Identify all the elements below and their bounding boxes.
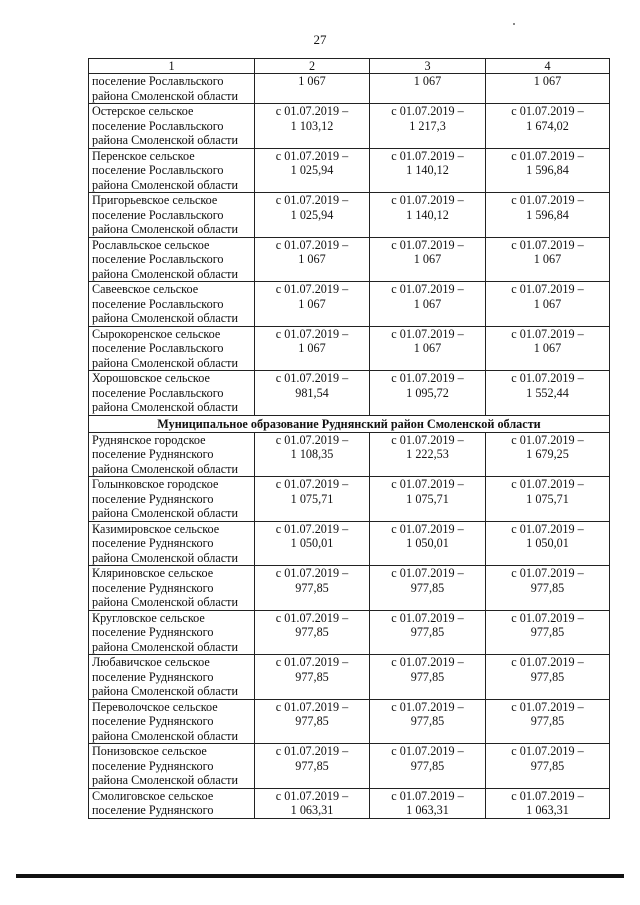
rate-cell-2: [255, 699, 370, 744]
cell-line: поселение Рославльского: [92, 252, 224, 266]
cell-line: Смолиговское сельское: [92, 788, 214, 803]
cell-line: 1 075,71: [290, 491, 334, 506]
cell-line: района Смоленской области: [92, 88, 238, 103]
cell-line: с 01.07.2019 –: [275, 477, 349, 491]
cell-line: 977,85: [295, 625, 329, 639]
cell-line: 977,85: [530, 625, 565, 639]
cell-line: 1 067: [413, 252, 442, 266]
rate-cell-2: [255, 477, 370, 522]
cell-line: района Смоленской области: [92, 461, 238, 476]
rate-cell-2: [255, 148, 370, 193]
cell-line: 1 075,71: [406, 491, 449, 506]
cell-line: с 01.07.2019 –: [511, 237, 584, 252]
cell-line: с 01.07.2019 –: [391, 326, 464, 341]
cell-line: 977,85: [295, 669, 329, 684]
cell-line: 1 067: [298, 74, 326, 88]
table-header: [89, 59, 610, 74]
cell-line: с 01.07.2019 –: [391, 610, 464, 625]
cell-line: 1 063,31: [290, 803, 334, 817]
settlement-name-cell: [89, 326, 255, 371]
cell-line: 1 095,72: [406, 385, 449, 400]
cell-line: 1 067: [413, 296, 442, 311]
rate-cell-3: [370, 371, 486, 416]
cell-line: поселение Руднянского: [92, 714, 214, 728]
rate-cell-4: [486, 521, 610, 566]
cell-line: с 01.07.2019 –: [511, 699, 584, 714]
settlement-name-cell: [89, 193, 255, 238]
cell-line: Пригорьевское сельское: [92, 193, 218, 207]
cell-line: поселение Рославльского: [92, 207, 224, 222]
rate-cell-2: [255, 432, 370, 477]
cell-line: с 01.07.2019 –: [511, 521, 584, 536]
scan-speck: [513, 23, 515, 25]
cell-line: Рославльское сельское: [92, 237, 210, 252]
cell-line: 1 552,44: [526, 385, 569, 400]
cell-line: поселение Руднянского: [92, 580, 214, 595]
column-header-4: 4: [486, 59, 610, 74]
cell-line: района Смоленской области: [92, 773, 238, 787]
cell-line: с 01.07.2019 –: [511, 477, 584, 491]
cell-line: района Смоленской области: [92, 400, 238, 414]
cell-line: с 01.07.2019 –: [275, 104, 349, 118]
rate-cell-4: [486, 432, 610, 477]
cell-line: с 01.07.2019 –: [511, 326, 584, 341]
table-row: [89, 610, 610, 655]
cell-line: Хорошовское сельское: [92, 371, 210, 385]
settlement-name-cell: [89, 610, 255, 655]
cell-line: 1 050,01: [290, 536, 334, 550]
cell-line: с 01.07.2019 –: [391, 432, 464, 447]
settlement-name-cell: [89, 371, 255, 416]
rate-cell-2: [255, 788, 370, 818]
cell-line: района Смоленской области: [92, 266, 238, 281]
cell-line: 1 067: [298, 252, 326, 266]
cell-line: района Смоленской области: [92, 728, 238, 743]
section-row: [89, 415, 610, 432]
cell-line: района Смоленской области: [92, 222, 238, 236]
cell-line: с 01.07.2019 –: [391, 371, 464, 385]
cell-line: 977,85: [530, 714, 565, 728]
cell-line: 977,85: [295, 580, 329, 595]
column-header-1: 1: [89, 59, 255, 74]
cell-line: 1 674,02: [526, 118, 569, 133]
rate-cell-3: [370, 521, 486, 566]
rate-cell-4: [486, 237, 610, 282]
tariff-table: [88, 58, 610, 819]
rate-cell-3: [370, 104, 486, 149]
rate-cell-3: [370, 655, 486, 700]
cell-line: поселение Рославльского: [92, 74, 224, 88]
cell-line: района Смоленской области: [92, 684, 238, 698]
table-row: [89, 566, 610, 611]
cell-line: 977,85: [530, 758, 565, 773]
cell-line: Сырокоренское сельское: [92, 326, 221, 341]
cell-line: 1 025,94: [290, 207, 334, 222]
rate-cell-2: [255, 237, 370, 282]
rate-cell-4: [486, 699, 610, 744]
rate-cell-2: [255, 326, 370, 371]
rate-cell-3: [370, 699, 486, 744]
cell-line: района Смоленской области: [92, 311, 238, 325]
table-row: [89, 148, 610, 193]
cell-line: 1 596,84: [526, 207, 569, 222]
settlement-name-cell: [89, 237, 255, 282]
rate-cell-3: [370, 237, 486, 282]
cell-line: с 01.07.2019 –: [511, 655, 584, 669]
cell-line: 1 067: [533, 296, 562, 311]
cell-line: с 01.07.2019 –: [275, 148, 349, 163]
table-row: [89, 104, 610, 149]
cell-line: Любавичское сельское: [92, 655, 210, 669]
table-row: [89, 477, 610, 522]
rate-cell-3: [370, 148, 486, 193]
rate-cell-3: [370, 282, 486, 327]
rate-cell-3: [370, 74, 486, 104]
cell-line: района Смоленской области: [92, 595, 238, 609]
settlement-name-cell: [89, 655, 255, 700]
cell-line: района Смоленской области: [92, 506, 238, 520]
cell-line: с 01.07.2019 –: [391, 282, 464, 296]
cell-line: поселение Руднянского: [92, 536, 214, 550]
cell-line: района Смоленской области: [92, 550, 238, 565]
cell-line: 1 217,3: [409, 118, 446, 133]
cell-line: с 01.07.2019 –: [391, 655, 464, 669]
cell-line: района Смоленской области: [92, 355, 238, 370]
header-row: [89, 59, 610, 74]
cell-line: с 01.07.2019 –: [275, 699, 349, 714]
cell-line: 1 108,35: [290, 447, 334, 461]
cell-line: поселение Рославльского: [92, 341, 224, 355]
table-body: [89, 74, 610, 819]
cell-line: 981,54: [295, 385, 329, 400]
table-row: [89, 193, 610, 238]
table-row: [89, 326, 610, 371]
cell-line: 1 063,31: [406, 803, 449, 817]
rate-cell-4: [486, 193, 610, 238]
cell-line: 1 140,12: [406, 163, 449, 177]
cell-line: с 01.07.2019 –: [275, 371, 349, 385]
cell-line: 1 063,31: [526, 803, 569, 817]
cell-line: 977,85: [410, 580, 445, 595]
cell-line: Руднянское городское: [92, 432, 206, 447]
cell-line: Кругловское сельское: [92, 610, 205, 625]
cell-line: 977,85: [410, 669, 445, 684]
rate-cell-4: [486, 610, 610, 655]
column-header-2: 2: [255, 59, 370, 74]
table-row: [89, 655, 610, 700]
cell-line: с 01.07.2019 –: [511, 104, 584, 118]
table-row: [89, 744, 610, 789]
table-row: [89, 74, 610, 104]
settlement-name-cell: [89, 788, 255, 818]
rate-cell-4: [486, 788, 610, 818]
column-header-3: 3: [370, 59, 486, 74]
table-row: [89, 521, 610, 566]
rate-cell-3: [370, 477, 486, 522]
cell-line: с 01.07.2019 –: [391, 521, 464, 536]
settlement-name-cell: [89, 744, 255, 789]
rate-cell-4: [486, 655, 610, 700]
cell-line: с 01.07.2019 –: [511, 282, 584, 296]
cell-line: 1 067: [533, 74, 562, 88]
cell-line: с 01.07.2019 –: [275, 326, 349, 341]
table-row: [89, 788, 610, 818]
cell-line: Перенское сельское: [92, 148, 195, 163]
cell-line: 1 067: [533, 341, 562, 355]
cell-line: поселение Руднянского: [92, 625, 214, 639]
cell-line: с 01.07.2019 –: [391, 193, 464, 207]
cell-line: 1 067: [298, 296, 326, 311]
rate-cell-4: [486, 74, 610, 104]
bottom-rule: [16, 874, 624, 878]
table-row: [89, 371, 610, 416]
cell-line: с 01.07.2019 –: [511, 566, 584, 580]
cell-line: с 01.07.2019 –: [275, 432, 349, 447]
cell-line: 1 075,71: [526, 491, 569, 506]
cell-line: с 01.07.2019 –: [275, 282, 349, 296]
rate-cell-2: [255, 104, 370, 149]
rate-cell-4: [486, 477, 610, 522]
cell-line: с 01.07.2019 –: [275, 521, 349, 536]
cell-line: 977,85: [295, 758, 329, 773]
page-number: 27: [313, 32, 327, 47]
cell-line: 1 067: [533, 252, 562, 266]
cell-line: поселение Руднянского: [92, 669, 214, 684]
cell-line: с 01.07.2019 –: [391, 104, 464, 118]
rate-cell-3: [370, 788, 486, 818]
settlement-name-cell: [89, 148, 255, 193]
cell-line: района Смоленской области: [92, 177, 238, 192]
settlement-name-cell: [89, 521, 255, 566]
cell-line: поселение Рославльского: [92, 296, 224, 311]
cell-line: с 01.07.2019 –: [511, 148, 584, 163]
rate-cell-2: [255, 74, 370, 104]
cell-line: с 01.07.2019 –: [511, 744, 584, 758]
cell-line: с 01.07.2019 –: [511, 610, 584, 625]
cell-line: 977,85: [295, 714, 329, 728]
cell-line: Казимировское сельское: [92, 521, 220, 536]
cell-line: 1 103,12: [290, 118, 334, 133]
rate-cell-3: [370, 744, 486, 789]
cell-line: с 01.07.2019 –: [275, 788, 349, 803]
rate-cell-3: [370, 432, 486, 477]
cell-line: поселение Руднянского: [92, 447, 214, 461]
cell-line: с 01.07.2019 –: [275, 655, 349, 669]
table-row: [89, 282, 610, 327]
rate-cell-2: [255, 371, 370, 416]
cell-line: 977,85: [410, 714, 445, 728]
cell-line: с 01.07.2019 –: [511, 193, 584, 207]
cell-line: с 01.07.2019 –: [275, 237, 349, 252]
cell-line: Переволочское сельское: [92, 699, 218, 714]
cell-line: 1 222,53: [406, 447, 449, 461]
cell-line: с 01.07.2019 –: [275, 744, 349, 758]
cell-line: 1 596,84: [526, 163, 569, 177]
cell-line: 1 067: [413, 74, 442, 88]
settlement-name-cell: [89, 104, 255, 149]
rate-cell-2: [255, 193, 370, 238]
rate-cell-3: [370, 566, 486, 611]
cell-line: 977,85: [410, 625, 445, 639]
cell-line: 977,85: [530, 669, 565, 684]
cell-line: с 01.07.2019 –: [511, 788, 584, 803]
rate-cell-2: [255, 610, 370, 655]
cell-line: района Смоленской области: [92, 133, 238, 147]
rate-cell-4: [486, 371, 610, 416]
cell-line: с 01.07.2019 –: [511, 371, 584, 385]
cell-line: района Смоленской области: [92, 639, 238, 654]
rate-cell-2: [255, 655, 370, 700]
cell-line: с 01.07.2019 –: [391, 699, 464, 714]
cell-line: 1 067: [413, 341, 442, 355]
cell-line: с 01.07.2019 –: [391, 566, 464, 580]
table-row: [89, 432, 610, 477]
section-title: Муниципальное образование Руднянский район Смоленской области: [89, 415, 610, 432]
cell-line: 1 050,01: [526, 536, 569, 550]
rate-cell-2: [255, 566, 370, 611]
settlement-name-cell: [89, 74, 255, 104]
cell-line: поселение Рославльского: [92, 385, 224, 400]
rate-cell-4: [486, 148, 610, 193]
rate-cell-2: [255, 282, 370, 327]
rate-cell-4: [486, 566, 610, 611]
rate-cell-3: [370, 326, 486, 371]
cell-line: 1 067: [298, 341, 326, 355]
cell-line: поселение Руднянского: [92, 491, 214, 506]
rate-cell-2: [255, 521, 370, 566]
cell-line: поселение Рославльского: [92, 163, 224, 177]
cell-line: 1 025,94: [290, 163, 334, 177]
cell-line: с 01.07.2019 –: [391, 477, 464, 491]
table-row: [89, 699, 610, 744]
cell-line: поселение Руднянского: [92, 803, 214, 817]
rate-cell-3: [370, 193, 486, 238]
rate-cell-4: [486, 282, 610, 327]
cell-line: с 01.07.2019 –: [511, 432, 584, 447]
rate-cell-4: [486, 326, 610, 371]
cell-line: 1 679,25: [526, 447, 569, 461]
cell-line: 1 050,01: [406, 536, 449, 550]
rate-cell-4: [486, 744, 610, 789]
cell-line: с 01.07.2019 –: [275, 610, 349, 625]
cell-line: с 01.07.2019 –: [391, 788, 464, 803]
cell-line: 1 140,12: [406, 207, 449, 222]
cell-line: 977,85: [530, 580, 565, 595]
table-row: [89, 237, 610, 282]
settlement-name-cell: [89, 699, 255, 744]
cell-line: с 01.07.2019 –: [391, 237, 464, 252]
cell-line: Понизовское сельское: [92, 744, 207, 758]
cell-line: 977,85: [410, 758, 445, 773]
rate-cell-4: [486, 104, 610, 149]
cell-line: поселение Рославльского: [92, 118, 224, 133]
settlement-name-cell: [89, 477, 255, 522]
cell-line: с 01.07.2019 –: [275, 566, 349, 580]
settlement-name-cell: [89, 282, 255, 327]
settlement-name-cell: [89, 432, 255, 477]
rate-cell-2: [255, 744, 370, 789]
cell-line: с 01.07.2019 –: [391, 744, 464, 758]
cell-line: Остерское сельское: [92, 104, 194, 118]
rate-cell-3: [370, 610, 486, 655]
cell-line: Голынковское городское: [92, 477, 219, 491]
cell-line: с 01.07.2019 –: [275, 193, 349, 207]
cell-line: Кляриновское сельское: [92, 566, 214, 580]
cell-line: поселение Руднянского: [92, 758, 214, 773]
settlement-name-cell: [89, 566, 255, 611]
cell-line: Савеевское сельское: [92, 282, 199, 296]
cell-line: с 01.07.2019 –: [391, 148, 464, 163]
